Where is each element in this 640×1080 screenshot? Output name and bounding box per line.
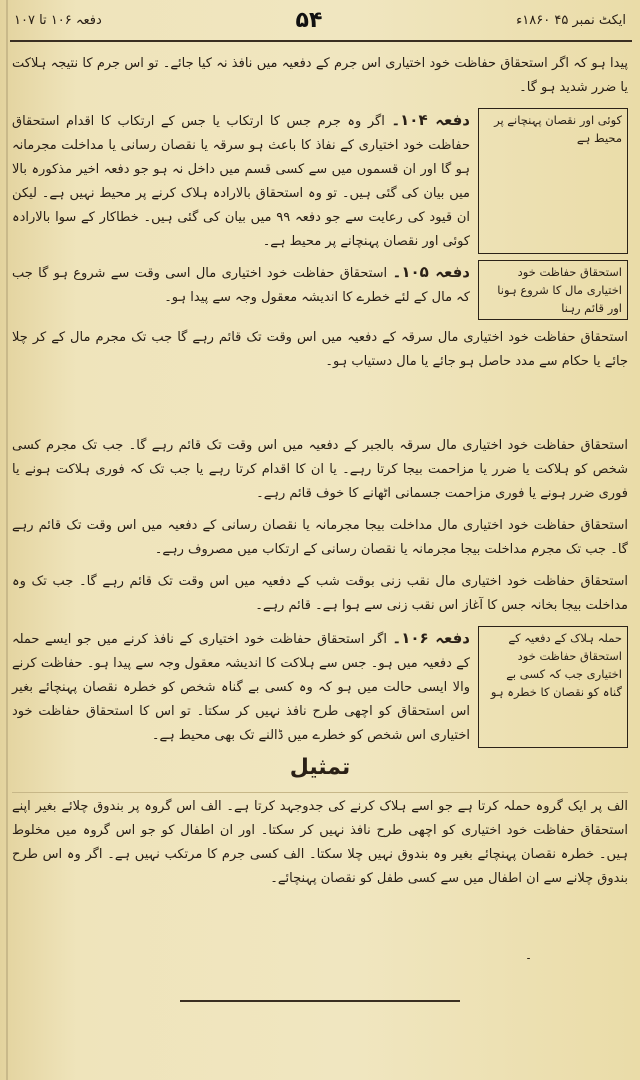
section-106 [12, 626, 628, 748]
section-104-text: اگر وہ جرم جس کا ارتکاب یا جس کے ارتکاب کا اقدام استحقاق حفاظت خود اختیاری کے نفاذ کا باعث ہو سرقہ یا نقصان رسانی یا مداخلت مجرمانہ ہو گا اور ان قسموں میں سے کسی قسم میں داخل نہ ہو جو دفعہ اخیر مذکورہ بالا میں بیان کی گئی ہیں۔ تو وہ استحقاق بالارادہ ہلاک کرنے پر محیط نہیں ہے۔ لیکن ان قیود کی رعایت سے جو دفعہ ۹۹ میں بیان کی گئی ہیں۔ خطاکار کے سوا بالارادہ کوئی اور نقصان پہنچانے پر محیط ہے۔ [12, 114, 470, 249]
page-number: ۵۴ [295, 7, 323, 33]
page-body [12, 52, 628, 899]
section-104-title: دفعہ ۱۰۴۔ [391, 111, 470, 129]
footer-rule [180, 1000, 460, 1002]
paragraph-house-breaking: استحقاق حفاظت خود اختیاری مال نقب زنی بوقت شب کے دفعیہ میں اس وقت تک قائم رہے گا۔ جب تک وہ مداخلت بیجا بخانہ جس کا آغاز اس نقب زنی سے ہوا ہے۔ قائم رہے۔ [12, 574, 628, 613]
section-105-marginal-note: استحقاق حفاظت خود اختیاری مال کا شروع ہونا اور قائم رہنا [478, 260, 628, 320]
section-105 [12, 260, 628, 320]
section-106-title: دفعہ ۱۰۶۔ [392, 629, 471, 647]
paragraph-mischief: استحقاق حفاظت خود اختیاری مال مداخلت بیجا مجرمانہ یا نقصان رسانی کے دفعیہ میں اس وقت تک قائم رہے گا۔ جب تک مجرم مداخلت بیجا مجرمانہ یا نقصان رسانی کے ارتکاب میں مصروف رہے۔ [12, 518, 628, 557]
header-rule [10, 40, 632, 42]
section-105-text: استحقاق حفاظت خود اختیاری مال اسی وقت سے شروع ہو گا جب کہ مال کے لئے خطرے کا اندیشہ معقول وجہ سے پیدا ہو۔ [12, 266, 470, 305]
section-106-text: اگر استحقاق حفاظت خود اختیاری کے نافذ کرنے میں جو ایسے حملہ کے دفعیہ میں ہو۔ جس سے ہلاکت کا اندیشہ معقول وجہ سے پیدا ہو۔ حفاظت کرنے والا ایسی حالت میں ہو کہ وہ کسی بے گناہ شخص کو خطرہ نقصان پہنچائے بغیر اس استحقاق کو اچھی طرح نافذ نہیں کر سکتا۔ تو اس کا استحقاق حفاظت خود اختیاری اس شخص کو خطرے میں ڈالنے تک بھی محیط ہے۔ [12, 632, 470, 743]
page-header [0, 0, 640, 40]
section-range: دفعہ ۱۰۶ تا ۱۰۷ [14, 12, 102, 28]
paragraph-intro: پیدا ہو کہ اگر استحقاق حفاظت خود اختیاری اس جرم کے دفعیہ میں نافذ نہ کیا جائے۔ تو اس جرم کا نتیجہ ہلاکت یا ضرر شدید ہو گا۔ [12, 56, 628, 95]
margin-rule [6, 0, 8, 1080]
footer-mark: ۔ [524, 948, 532, 962]
act-reference: ایکٹ نمبر ۴۵ ۱۸۶۰ء [516, 12, 626, 28]
section-106-marginal-note: حملہ ہلاک کے دفعیہ کے استحقاق حفاظت خود اختیاری جب کہ کسی بے گناہ کو نقصان کا خطرہ ہو [478, 626, 628, 748]
section-105-title: دفعہ ۱۰۵۔ [392, 263, 470, 281]
illustration-text: الف پر ایک گروہ حملہ کرتا ہے جو اسے ہلاک کرنے کی جدوجہد کرتا ہے۔ الف اس گروہ پر بندوق چلائے بغیر اپنے استحقاق حفاظت خود اختیاری کو اچھی طرح نافذ نہیں کر سکتا۔ اور ان اطفال کو جو اس گروہ میں مخلوط ہیں۔ خطرہ نقصان پہنچائے بغیر وہ بندوق نہیں چلا سکتا۔ الف کسی جرم کا مرتکب نہیں ہے۔ اگر وہ اس طرح بندوق چلانے سے ان اطفال میں سے کسی طفل کو نقصان پہنچائے۔ [12, 799, 628, 886]
illustration-heading: تمثیل [289, 755, 351, 780]
blank-space [12, 382, 628, 434]
section-104 [12, 108, 628, 254]
paragraph-robbery: استحقاق حفاظت خود اختیاری مال سرقہ بالجبر کے دفعیہ میں اس وقت تک قائم رہے گا۔ جب تک مجرم کسی شخص کو ہلاکت یا ضرر یا مزاحمت بیجا کرتا رہے۔ یا ان کا اقدام کرتا رہے یا جب تک کہ فوری ہلاکت ہونے یا فوری ضرر ہونے یا فوری مزاحمت جسمانی اٹھانے کا خوف قائم رہے۔ [12, 438, 628, 501]
paragraph-theft: استحقاق حفاظت خود اختیاری مال سرقہ کے دفعیہ میں اس وقت تک قائم رہے گا جب تک مجرم مال کے کر چلا جائے یا حکام سے مدد حاصل ہو جائے یا مال دستیاب ہو۔ [12, 330, 628, 369]
section-104-marginal-note: کوئی اور نقصان پہنچانے پر محیط ہے [478, 108, 628, 254]
